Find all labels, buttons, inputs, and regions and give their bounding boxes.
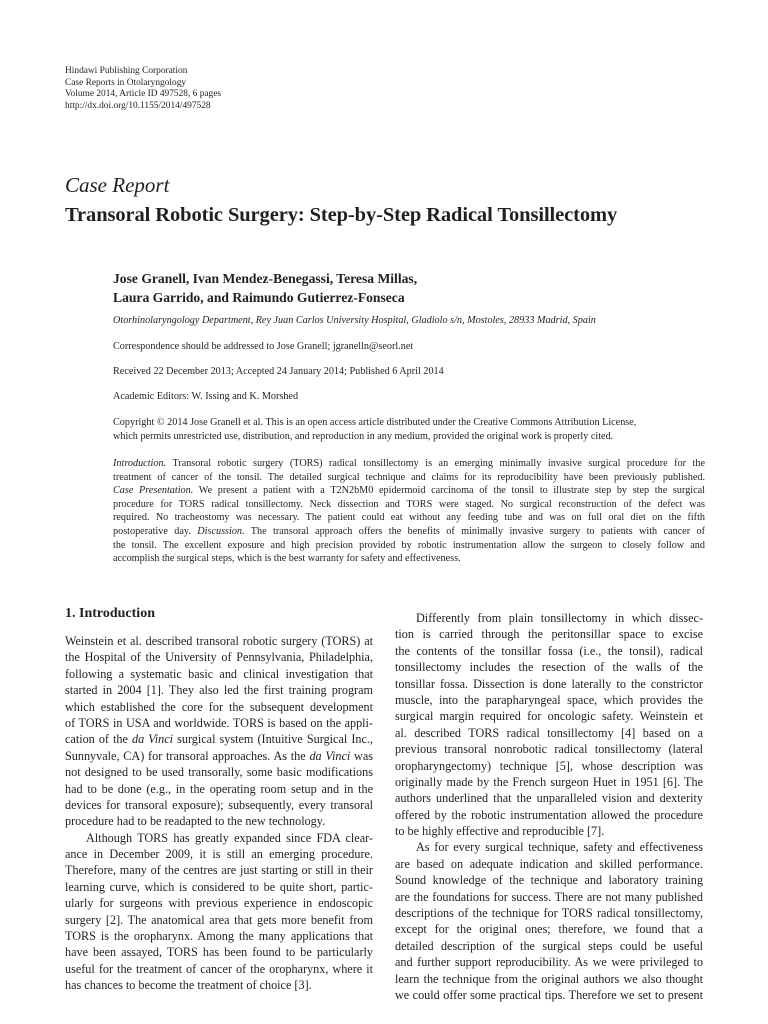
abstract-text: The transoral approach offers the benefits of minimally invasive surgery to patients with cancer of — [244, 525, 705, 537]
body-line: muscle, into the parapharyngeal space, which provides the — [395, 692, 703, 707]
academic-editors: Academic Editors: W. Issing and K. Morshed — [113, 391, 299, 402]
body-line: learn the technique from the original authors we also thought — [395, 971, 703, 986]
body-line: useful for the treatment of cancer of the oropharynx, where it — [65, 961, 373, 976]
body-line: procedure had to be readapted to the new technology. — [65, 814, 326, 829]
journal-masthead — [65, 66, 221, 112]
body-line: Differently from plain tonsillectomy in which dissec- — [416, 611, 703, 625]
body-line: which established the core for the subsequent development — [65, 699, 373, 714]
body-line: originally made by the French surgeon Huet in 1951 [6]. The — [395, 774, 703, 789]
article-title: Transoral Robotic Surgery: Step-by-Step Radical Tonsillectomy — [65, 204, 618, 226]
body-line: not designed to be used transorally, some basic modifications — [65, 765, 373, 780]
article-type: Case Report — [65, 173, 170, 197]
body-line: ance in December 2009, it is still an emerging procedure. — [65, 847, 373, 862]
body-line: has chances to become the treatment of choice [3]. — [65, 978, 312, 993]
abstract-line: required. No tracheostomy was necessary. The patient could eat without any feeding tube and was on full oral diet on the fifth — [113, 512, 705, 524]
abstract-text: Transoral robotic surgery (TORS) radical tonsillectomy is an emerging minimally invasive surgical procedure for the — [166, 458, 705, 469]
copyright-notice — [113, 416, 703, 444]
body-line: we could offer some practical tips. Therefore we set to present — [395, 987, 703, 1002]
body-line: As for every surgical technique, safety and effectiveness — [416, 840, 703, 855]
body-text: cation of the — [65, 732, 132, 747]
body-line — [65, 748, 373, 764]
abstract-line: the tonsil. The excellent exposure and high precision provided by robotic instrumentation allow the surgeon to closely follow and — [113, 539, 705, 551]
body-column-left — [65, 633, 373, 994]
body-text: surgical system (Intuitive Surgical Inc., — [173, 732, 373, 747]
abstract — [113, 457, 705, 566]
body-line: except for the original ones; therefore, we found that a — [395, 922, 703, 937]
body-line: tonsillectomy includes the resection of the walls of the — [395, 660, 703, 675]
correspondence: Correspondence should be addressed to Jose Granell; jgranelln@seorl.net — [113, 341, 414, 352]
publisher-name: Hindawi Publishing Corporation — [65, 66, 188, 76]
body-line: surgery [2]. The anatomical area that gets more benefit from — [65, 912, 373, 927]
body-line: Weinstein et al. described transoral robotic surgery (TORS) at — [65, 634, 373, 648]
volume-info: Volume 2014, Article ID 497528, 6 pages — [65, 89, 222, 100]
body-line: are based on adequate indication and skilled performance. — [395, 856, 703, 871]
body-line: the contents of the tonsillar fossa (i.e., the tonsil), radical — [395, 643, 703, 658]
body-emphasis: da Vinci — [132, 732, 174, 747]
body-text: Sunnyvale, CA) for transoral approaches. As the — [65, 748, 310, 763]
body-line: devices for transoral exposure); subsequently, every transoral — [65, 797, 373, 812]
body-line: to be highly effective and reproducible [7]. — [395, 824, 605, 839]
body-line: Although TORS has greatly expanded since FDA clear- — [86, 830, 373, 845]
body-line: of TORS in USA and worldwide. TORS is based on the appli- — [65, 715, 373, 730]
publication-dates: Received 22 December 2013; Accepted 24 January 2014; Published 6 April 2014 — [113, 366, 444, 377]
body-line: started in 2004 [1]. They also led the first training program — [65, 683, 373, 698]
body-line: and further support reproducibility. As we were privileged to — [395, 955, 703, 970]
authors-line: Laura Garrido, and Raimundo Gutierrez-Fonseca — [113, 290, 405, 305]
abstract-line: accomplish the surgical steps, which is the best warranty for safety and effectiveness. — [113, 553, 461, 565]
copyright-line: Copyright © 2014 Jose Granell et al. This is an open access article distributed under the Creative Commons Attribution License, — [113, 417, 637, 428]
abstract-line: procedure for TORS radical tonsillectomy. Neck dissection and TORS were staged. No surgical reconstruction of the defect was — [113, 498, 705, 510]
abstract-text: postoperative day. — [113, 525, 198, 537]
body-line: Therefore, many of the centres are just starting or still in their — [65, 863, 373, 878]
body-line — [65, 731, 373, 747]
body-line: Sound knowledge of the technique and laboratory training — [395, 873, 703, 888]
body-line: had to be done (e.g., in the operating room setup and in the — [65, 781, 373, 796]
body-line: ularly for surgeons with previous experience in endoscopic — [65, 896, 373, 911]
body-line: authors underlined that the unparalleled vision and dexterity — [395, 791, 703, 806]
journal-name: Case Reports in Otolaryngology — [65, 77, 187, 88]
body-line: al. described TORS radical tonsillectomy [4] based on a — [395, 725, 703, 740]
body-line: descriptions of the technique for TORS radical tonsillectomy, — [395, 906, 703, 921]
body-column-right — [395, 610, 703, 1003]
abstract-line — [113, 484, 705, 498]
body-line: tion is carried through the peritonsillar space to excise — [395, 627, 703, 642]
body-emphasis: da Vinci — [309, 748, 351, 763]
abstract-case-label: Case Presentation. — [113, 485, 194, 497]
body-line: learning curve, which is considered to be quite short, partic- — [65, 879, 373, 894]
abstract-intro-label: Introduction. — [113, 458, 167, 469]
copyright-line: which permits unrestricted use, distribution, and reproduction in any medium, provided the original work is properly cited. — [113, 431, 614, 443]
body-line: tonsillar fossa. Dissection is done laterally to the constrictor — [395, 676, 703, 691]
authors-line: Jose Granell, Ivan Mendez-Benegassi, Teresa Millas, — [113, 271, 418, 286]
body-line: TORS is the oropharynx. Among the many applications that — [65, 929, 373, 944]
body-line: surgical margin required for oncologic safety. Weinstein et — [395, 709, 703, 724]
body-line: previous transoral nonrobotic radical tonsillectomy (lateral — [395, 742, 703, 757]
abstract-line: treatment of cancer of the tonsil. The detailed surgical technique and claims for its reproducibility have been previously published. — [113, 471, 705, 483]
author-list — [113, 269, 417, 307]
body-line: the Hospital of the University of Pennsylvania, Philadelphia, — [65, 650, 373, 665]
abstract-line — [113, 457, 705, 471]
body-line: have been assayed, TORS has been found to be particularly — [65, 945, 373, 960]
section-heading-introduction: 1. Introduction — [65, 606, 155, 621]
abstract-discussion-label: Discussion. — [197, 525, 245, 537]
abstract-line — [113, 525, 705, 539]
body-line: oropharyngectomy) technique [5], whose description was — [395, 758, 703, 773]
doi-link[interactable]: http://dx.doi.org/10.1155/2014/497528 — [65, 100, 211, 111]
abstract-text: We present a patient with a T2N2bM0 epidermoid carcinoma of the tonsil to illustrate step by step the surgical — [193, 485, 705, 497]
body-text: was — [350, 748, 373, 763]
body-line: following a systematic basic and clinical investigation that — [65, 666, 373, 681]
affiliation: Otorhinolaryngology Department, Rey Juan Carlos University Hospital, Gladiolo s/n, Mostoles, 28933 Madrid, Spain — [113, 315, 596, 326]
body-line: offered by the robotic instrumentation allowed the procedure — [395, 807, 703, 822]
body-line: detailed description of the surgical steps could be useful — [395, 938, 703, 953]
body-line: are the foundations for success. There are not many published — [395, 889, 703, 904]
